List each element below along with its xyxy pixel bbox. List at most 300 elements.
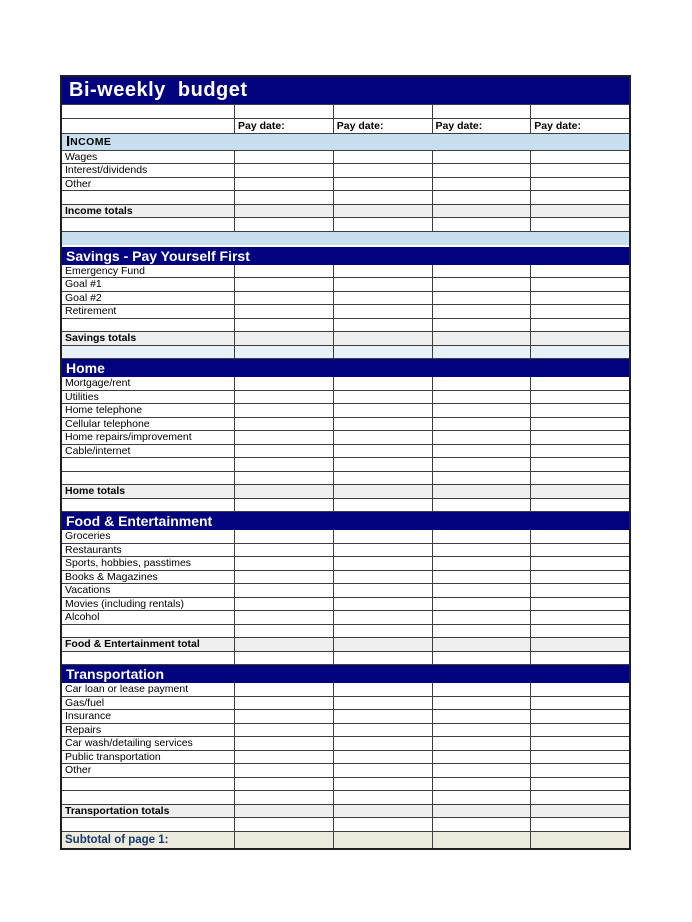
- value-cell: [333, 178, 432, 191]
- totals-row-transportation-totals: [62, 805, 629, 819]
- row-label-cell: [62, 764, 234, 777]
- value-cell: [333, 571, 432, 584]
- value-cell: [530, 499, 629, 512]
- value-cell: [432, 265, 531, 278]
- value-cell: [234, 319, 333, 332]
- row-label: Alcohol: [65, 611, 100, 624]
- value-cell: [333, 205, 432, 218]
- value-cell: [530, 485, 629, 498]
- value-cell: [432, 292, 531, 305]
- section-title-rest: NCOME: [70, 135, 112, 148]
- subtotal-row: [62, 832, 629, 848]
- blank-row: [62, 791, 629, 805]
- value-cell: [333, 485, 432, 498]
- value-cell: [432, 832, 531, 848]
- row-label: Home repairs/improvement: [65, 431, 192, 444]
- value-cell: [432, 544, 531, 557]
- row-label-cell: [62, 544, 234, 557]
- blank-row-tinted: [62, 346, 629, 360]
- value-cell: [432, 710, 531, 723]
- blank-row: [62, 319, 629, 333]
- budget-row-gas-fuel: [62, 697, 629, 711]
- row-label-cell: [62, 625, 234, 638]
- pay-date-header-cell: Pay date:: [432, 119, 531, 133]
- value-cell: [234, 191, 333, 204]
- value-cell: [333, 764, 432, 777]
- value-cell: [530, 332, 629, 345]
- row-label: Subtotal of page 1:: [65, 833, 169, 846]
- row-label: Home totals: [65, 485, 126, 498]
- value-cell: [234, 598, 333, 611]
- value-cell: [432, 724, 531, 737]
- value-cell: [530, 805, 629, 818]
- budget-row-movies-including-rentals: [62, 598, 629, 612]
- value-cell: [234, 764, 333, 777]
- value-cell: [234, 584, 333, 597]
- row-label-cell: [62, 105, 234, 118]
- pay-date-header-cell: Pay date:: [333, 119, 432, 133]
- value-cell: [432, 530, 531, 543]
- value-cell: [333, 191, 432, 204]
- budget-row-car-loan-or-lease-payment: [62, 683, 629, 697]
- value-cell: [333, 697, 432, 710]
- value-cell: [432, 431, 531, 444]
- value-cell: [333, 778, 432, 791]
- row-label-cell: [62, 584, 234, 597]
- value-cell: [432, 611, 531, 624]
- budget-row-interest-dividends: [62, 164, 629, 178]
- value-cell: [432, 418, 531, 431]
- value-cell: [530, 764, 629, 777]
- value-cell: [234, 737, 333, 750]
- value-cell: [234, 332, 333, 345]
- value-cell: [234, 791, 333, 804]
- value-cell: [333, 499, 432, 512]
- value-cell: [530, 319, 629, 332]
- value-cell: [234, 544, 333, 557]
- section-title: Savings - Pay Yourself First: [66, 247, 250, 264]
- row-label-cell: [62, 431, 234, 444]
- pay-date-header-cell: Pay date:: [234, 119, 333, 133]
- value-cell: [530, 151, 629, 164]
- value-cell: [333, 292, 432, 305]
- budget-row-insurance: [62, 710, 629, 724]
- row-label-cell: [62, 751, 234, 764]
- value-cell: [234, 571, 333, 584]
- budget-row-home-telephone: [62, 404, 629, 418]
- row-label: Public transportation: [65, 750, 161, 763]
- row-label: Goal #1: [65, 278, 102, 291]
- row-label: Vacations: [65, 584, 111, 597]
- value-cell: [234, 530, 333, 543]
- value-cell: [234, 683, 333, 696]
- budget-row-utilities: [62, 391, 629, 405]
- value-cell: [432, 638, 531, 651]
- section-header-home: [62, 359, 629, 377]
- value-cell: [530, 418, 629, 431]
- value-cell: [432, 584, 531, 597]
- pay-date-header-cell: Pay date:: [530, 119, 629, 133]
- value-cell: [333, 431, 432, 444]
- row-label-cell: [62, 265, 234, 278]
- value-cell: [432, 625, 531, 638]
- value-cell: [333, 818, 432, 831]
- row-label: Wages: [65, 150, 98, 163]
- value-cell: [333, 418, 432, 431]
- value-cell: [234, 178, 333, 191]
- value-cell: [530, 724, 629, 737]
- budget-row-groceries: [62, 530, 629, 544]
- value-cell: [432, 391, 531, 404]
- row-label-cell: [62, 818, 234, 831]
- budget-row-restaurants: [62, 544, 629, 558]
- row-label-cell: [62, 119, 234, 133]
- value-cell: [234, 832, 333, 848]
- value-cell: [234, 652, 333, 665]
- value-cell: [333, 557, 432, 570]
- value-cell: [333, 151, 432, 164]
- value-cell: [234, 278, 333, 291]
- value-cell: [432, 652, 531, 665]
- value-cell: [530, 751, 629, 764]
- value-cell: [333, 377, 432, 390]
- value-cell: [530, 571, 629, 584]
- budget-row-public-transportation: [62, 751, 629, 765]
- value-cell: [530, 710, 629, 723]
- row-label-cell: [62, 292, 234, 305]
- value-cell: [234, 638, 333, 651]
- value-cell: [234, 499, 333, 512]
- row-label-cell: [62, 485, 234, 498]
- row-label: Mortgage/rent: [65, 377, 131, 390]
- value-cell: [234, 724, 333, 737]
- row-label-cell: [62, 652, 234, 665]
- value-cell: [234, 265, 333, 278]
- title-bar: [62, 77, 629, 105]
- value-cell: [234, 404, 333, 417]
- totals-row-savings-totals: [62, 332, 629, 346]
- budget-row-other: [62, 764, 629, 778]
- blank-row: [62, 218, 629, 232]
- value-cell: [234, 458, 333, 471]
- budget-row-goal-2: [62, 292, 629, 306]
- blank-row: [62, 458, 629, 472]
- value-cell: [333, 625, 432, 638]
- row-label: Movies (including rentals): [65, 597, 185, 610]
- value-cell: [234, 431, 333, 444]
- value-cell: [530, 818, 629, 831]
- value-cell: [530, 638, 629, 651]
- value-cell: [234, 305, 333, 318]
- value-cell: [530, 697, 629, 710]
- value-cell: [530, 652, 629, 665]
- value-cell: [432, 105, 531, 118]
- row-label-cell: [62, 404, 234, 417]
- value-cell: [530, 584, 629, 597]
- row-label: Savings totals: [65, 332, 137, 345]
- row-label: Repairs: [65, 723, 102, 736]
- budget-row-goal-1: [62, 278, 629, 292]
- section-title: Home: [66, 360, 105, 376]
- value-cell: [234, 472, 333, 485]
- value-cell: [530, 832, 629, 848]
- value-cell: [333, 751, 432, 764]
- blank-row: [62, 191, 629, 205]
- value-cell: [234, 377, 333, 390]
- row-label-cell: [62, 418, 234, 431]
- row-label-cell: [62, 598, 234, 611]
- value-cell: [234, 151, 333, 164]
- value-cell: [530, 205, 629, 218]
- value-cell: [333, 445, 432, 458]
- value-cell: [530, 346, 629, 359]
- blank-row: [62, 625, 629, 639]
- row-label: Retirement: [65, 305, 117, 318]
- value-cell: [333, 305, 432, 318]
- row-label-cell: [62, 319, 234, 332]
- row-label-cell: [62, 218, 234, 231]
- budget-row-alcohol: [62, 611, 629, 625]
- value-cell: [432, 818, 531, 831]
- budget-row-vacations: [62, 584, 629, 598]
- value-cell: [234, 445, 333, 458]
- value-cell: [234, 391, 333, 404]
- value-cell: [333, 404, 432, 417]
- row-label: Goal #2: [65, 291, 102, 304]
- value-cell: [432, 472, 531, 485]
- value-cell: [234, 292, 333, 305]
- value-cell: [333, 346, 432, 359]
- row-label-cell: [62, 737, 234, 750]
- blank-row: [62, 778, 629, 792]
- value-cell: [530, 178, 629, 191]
- budget-row-cable-internet: [62, 445, 629, 459]
- value-cell: [432, 305, 531, 318]
- value-cell: [333, 218, 432, 231]
- value-cell: [530, 404, 629, 417]
- section-title: Food & Entertainment: [66, 513, 213, 529]
- value-cell: [432, 319, 531, 332]
- value-cell: [333, 458, 432, 471]
- row-label: Restaurants: [65, 543, 122, 556]
- value-cell: [333, 265, 432, 278]
- totals-row-home-totals: [62, 485, 629, 499]
- value-cell: [333, 332, 432, 345]
- budget-row-books-magazines: [62, 571, 629, 585]
- row-label: Transportation totals: [65, 804, 170, 817]
- value-cell: [530, 598, 629, 611]
- value-cell: [432, 191, 531, 204]
- row-label-cell: [62, 499, 234, 512]
- value-cell: [432, 805, 531, 818]
- row-label: Emergency Fund: [65, 264, 145, 277]
- row-label: Groceries: [65, 530, 111, 543]
- value-cell: [530, 791, 629, 804]
- value-cell: [530, 458, 629, 471]
- value-cell: [432, 151, 531, 164]
- section-title-initial: I: [66, 133, 71, 150]
- value-cell: [234, 625, 333, 638]
- value-cell: [530, 611, 629, 624]
- value-cell: [530, 778, 629, 791]
- value-cell: [530, 472, 629, 485]
- row-label-cell: [62, 571, 234, 584]
- value-cell: [530, 625, 629, 638]
- value-cell: [333, 638, 432, 651]
- page-title: Bi-weekly budget: [69, 79, 248, 101]
- section-header-transportation: [62, 665, 629, 683]
- value-cell: [432, 332, 531, 345]
- blank-row: [62, 818, 629, 832]
- row-label-cell: [62, 791, 234, 804]
- value-cell: [432, 178, 531, 191]
- value-cell: [432, 737, 531, 750]
- value-cell: [530, 377, 629, 390]
- row-label-cell: [62, 557, 234, 570]
- value-cell: [333, 584, 432, 597]
- value-cell: [333, 724, 432, 737]
- value-cell: [432, 557, 531, 570]
- row-label-cell: [62, 205, 234, 218]
- value-cell: [530, 265, 629, 278]
- value-cell: [530, 391, 629, 404]
- value-cell: [234, 697, 333, 710]
- row-label: Income totals: [65, 204, 133, 217]
- value-cell: [432, 404, 531, 417]
- value-cell: [234, 105, 333, 118]
- value-cell: [432, 751, 531, 764]
- value-cell: [530, 191, 629, 204]
- row-label-cell: [62, 832, 234, 848]
- row-label-cell: [62, 710, 234, 723]
- row-label-cell: [62, 346, 234, 359]
- row-label: Other: [65, 177, 92, 190]
- row-label-cell: [62, 805, 234, 818]
- value-cell: [234, 164, 333, 177]
- row-label-cell: [62, 305, 234, 318]
- value-cell: [432, 218, 531, 231]
- blank-row: [62, 499, 629, 513]
- value-cell: [530, 445, 629, 458]
- blank-row: [62, 105, 629, 119]
- totals-row-food-entertainment-total: [62, 638, 629, 652]
- row-label-cell: [62, 445, 234, 458]
- row-label-cell: [62, 191, 234, 204]
- value-cell: [530, 530, 629, 543]
- row-label-cell: [62, 697, 234, 710]
- value-cell: [432, 598, 531, 611]
- row-label: Food & Entertainment total: [65, 638, 200, 651]
- value-cell: [530, 431, 629, 444]
- section-header-savings-pay-yourself-first: [62, 247, 629, 265]
- value-cell: [432, 377, 531, 390]
- pay-date-header-row: [62, 119, 629, 134]
- section-header-food-entertainment: [62, 512, 629, 530]
- row-label: Cable/internet: [65, 444, 131, 457]
- budget-table: [60, 75, 631, 850]
- value-cell: [432, 791, 531, 804]
- blank-row: [62, 472, 629, 486]
- row-label-cell: [62, 472, 234, 485]
- value-cell: [530, 292, 629, 305]
- value-cell: [530, 305, 629, 318]
- value-cell: [333, 710, 432, 723]
- value-cell: [530, 544, 629, 557]
- value-cell: [432, 164, 531, 177]
- value-cell: [432, 205, 531, 218]
- value-cell: [333, 105, 432, 118]
- blank-row: [62, 652, 629, 666]
- value-cell: [432, 499, 531, 512]
- budget-row-sports-hobbies-passtimes: [62, 557, 629, 571]
- value-cell: [333, 832, 432, 848]
- value-cell: [432, 571, 531, 584]
- row-label: Utilities: [65, 390, 99, 403]
- row-label-cell: [62, 164, 234, 177]
- budget-row-repairs: [62, 724, 629, 738]
- value-cell: [333, 544, 432, 557]
- row-label: Books & Magazines: [65, 570, 158, 583]
- value-cell: [432, 683, 531, 696]
- value-cell: [530, 164, 629, 177]
- value-cell: [530, 737, 629, 750]
- row-label-cell: [62, 377, 234, 390]
- value-cell: [333, 530, 432, 543]
- value-cell: [530, 683, 629, 696]
- value-cell: [530, 105, 629, 118]
- value-cell: [333, 805, 432, 818]
- value-cell: [234, 611, 333, 624]
- row-label-cell: [62, 151, 234, 164]
- row-label-cell: [62, 683, 234, 696]
- row-label-cell: [62, 638, 234, 651]
- value-cell: [234, 485, 333, 498]
- row-label: Gas/fuel: [65, 696, 105, 709]
- value-cell: [234, 557, 333, 570]
- value-cell: [234, 205, 333, 218]
- value-cell: [530, 278, 629, 291]
- spacer-row: [62, 232, 629, 247]
- budget-row-emergency-fund: [62, 265, 629, 279]
- value-cell: [333, 472, 432, 485]
- value-cell: [234, 418, 333, 431]
- value-cell: [432, 458, 531, 471]
- value-cell: [234, 818, 333, 831]
- value-cell: [432, 278, 531, 291]
- row-label-cell: [62, 391, 234, 404]
- row-label: Interest/dividends: [65, 164, 148, 177]
- budget-row-mortgage-rent: [62, 377, 629, 391]
- row-label: Home telephone: [65, 404, 143, 417]
- section-header-income: [62, 134, 629, 151]
- row-label-cell: [62, 530, 234, 543]
- row-label-cell: [62, 458, 234, 471]
- row-label-cell: [62, 332, 234, 345]
- value-cell: [333, 683, 432, 696]
- value-cell: [234, 778, 333, 791]
- value-cell: [432, 764, 531, 777]
- budget-row-cellular-telephone: [62, 418, 629, 432]
- totals-row-income-totals: [62, 205, 629, 219]
- row-label-cell: [62, 278, 234, 291]
- value-cell: [432, 445, 531, 458]
- value-cell: [333, 391, 432, 404]
- value-cell: [234, 218, 333, 231]
- value-cell: [333, 652, 432, 665]
- value-cell: [530, 557, 629, 570]
- budget-row-wages: [62, 151, 629, 165]
- value-cell: [333, 278, 432, 291]
